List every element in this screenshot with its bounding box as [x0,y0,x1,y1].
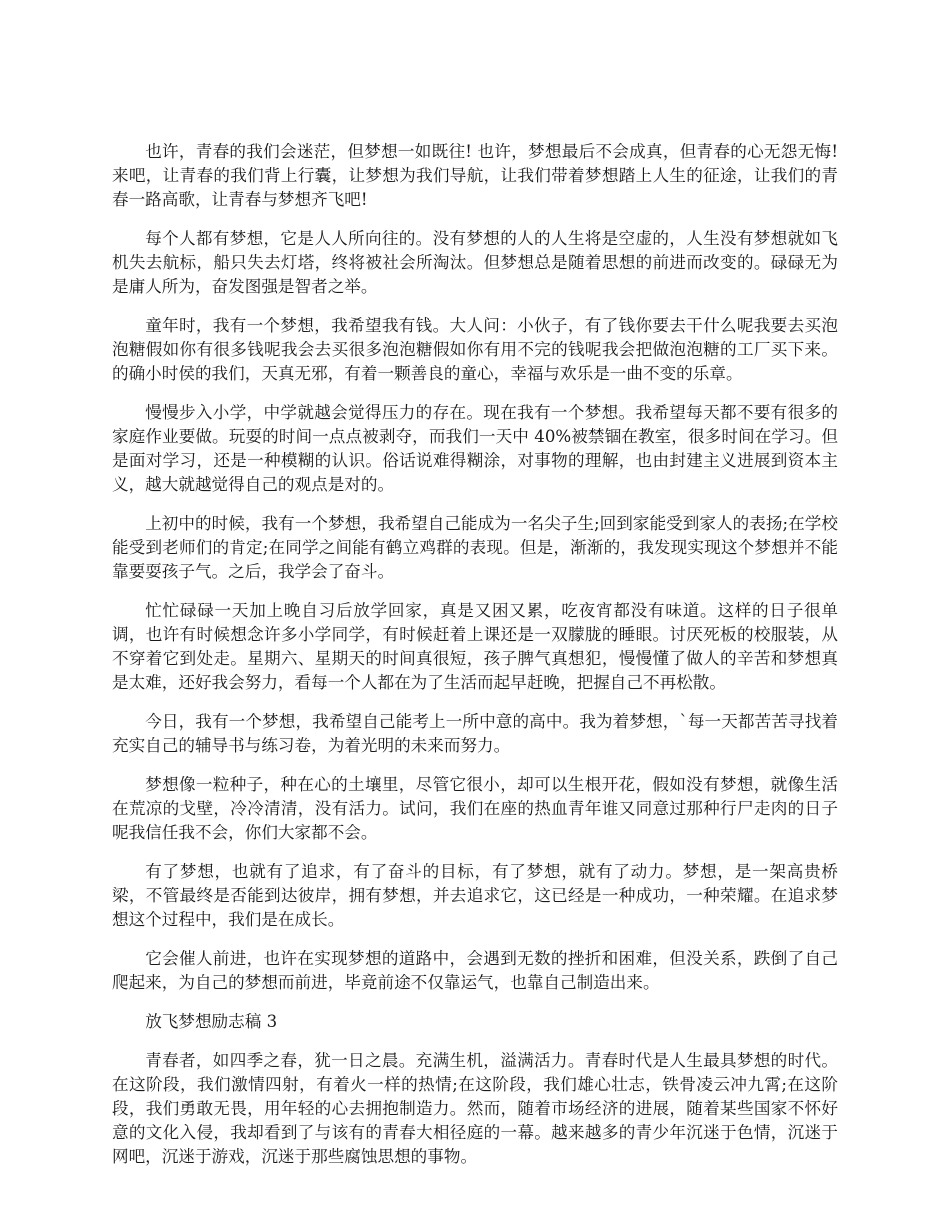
paragraph-final: 青春者，如四季之春，犹一日之晨。充满生机，溢满活力。青春时代是人生最具梦想的时代。在这阶段，我们激情四射，有着火一样的热情;在这阶段，我们雄心壮志，铁骨凌云冲九霄;在这阶段，我们勇敢无畏，用年轻的心去拥抱制造力。然而，随着市场经济的进展，随着某些国家不怀好意的文化入侵，我却看到了与该有的青春大相径庭的一幕。越来越多的青少年沉迷于色情，沉迷于网吧，沉迷于游戏，沉迷于那些腐蚀思想的事物。 [112,1051,838,1166]
paragraph-7: 今日，我有一个梦想，我希望自己能考上一所中意的高中。我为着梦想，`每一天都苦苦寻找着充实自己的辅导书与练习卷，为着光明的未来而努力。 [112,712,838,755]
document-body [112,140,838,1184]
section-title: 放飞梦想励志稿 3 [145,1012,278,1031]
paragraph-4: 慢慢步入小学，中学就越会觉得压力的存在。现在我有一个梦想。我希望每天都不要有很多的家庭作业要做。玩耍的时间一点点被剥夺，而我们一天中 40%被禁锢在教室，很多时间在学习。但是面对学习，还是一种模糊的认识。俗话说难得糊涂，对事物的理解，也由封建主义进展到资本主义，越大就越觉得自己的观点是对的。 [112,403,838,494]
paragraph-9: 有了梦想，也就有了追求，有了奋斗的目标，有了梦想，就有了动力。梦想，是一架高贵桥梁，不管最终是否能到达彼岸，拥有梦想，并去追求它，这已经是一种成功，一种荣耀。在追求梦想这个过程中，我们是在成长。 [112,862,838,929]
paragraph-6: 忙忙碌碌一天加上晚自习后放学回家，真是又困又累，吃夜宵都没有味道。这样的日子很单调，也许有时候想念许多小学同学，有时候赶着上课还是一双朦胧的睡眼。讨厌死板的校服装，从不穿着它到处走。星期六、星期天的时间真很短，孩子脾气真想犯，慢慢懂了做人的辛苦和梦想真是太难，还好我会努力，看每一个人都在为了生活而起早赶晚，把握自己不再松散。 [112,601,838,692]
paragraph-5: 上初中的时候，我有一个梦想，我希望自己能成为一名尖子生;回到家能受到家人的表扬;在学校能受到老师们的肯定;在同学之间能有鹤立鸡群的表现。但是，渐渐的，我发现实现这个梦想并不能靠要耍孩子气。之后，我学会了奋斗。 [112,514,838,581]
paragraph-1: 也许，青春的我们会迷茫，但梦想一如既往! 也许，梦想最后不会成真，但青春的心无怨无悔! 来吧，让青春的我们背上行囊，让梦想为我们导航，让我们带着梦想踏上人生的征途，让我们的青春一路高歌，让青春与梦想齐飞吧! [112,142,838,209]
paragraph-8: 梦想像一粒种子，种在心的土壤里，尽管它很小，却可以生根开花，假如没有梦想，就像生活在荒凉的戈壁，冷冷清清，没有活力。试问，我们在座的热血青年谁又同意过那种行尸走肉的日子呢我信任我不会，你们大家都不会。 [112,775,838,842]
paragraph-10: 它会催人前进，也许在实现梦想的道路中，会遇到无数的挫折和困难，但没关系，跌倒了自己爬起来，为自己的梦想而前进，毕竟前途不仅靠运气，也靠自己制造出来。 [112,949,838,992]
paragraph-3: 童年时，我有一个梦想，我希望我有钱。大人问：小伙子，有了钱你要去干什么呢我要去买泡泡糖假如你有很多钱呢我会去买很多泡泡糖假如你有用不完的钱呢我会把做泡泡糖的工厂买下来。的确小时侯的我们，天真无邪，有着一颗善良的童心，幸福与欢乐是一曲不变的乐章。 [112,316,838,383]
paragraph-2: 每个人都有梦想，它是人人所向往的。没有梦想的人的人生将是空虚的，人生没有梦想就如飞机失去航标，船只失去灯塔，终将被社会所淘汰。但梦想总是随着思想的前进而改变的。碌碌无为是庸人所为，奋发图强是智者之举。 [112,229,838,296]
